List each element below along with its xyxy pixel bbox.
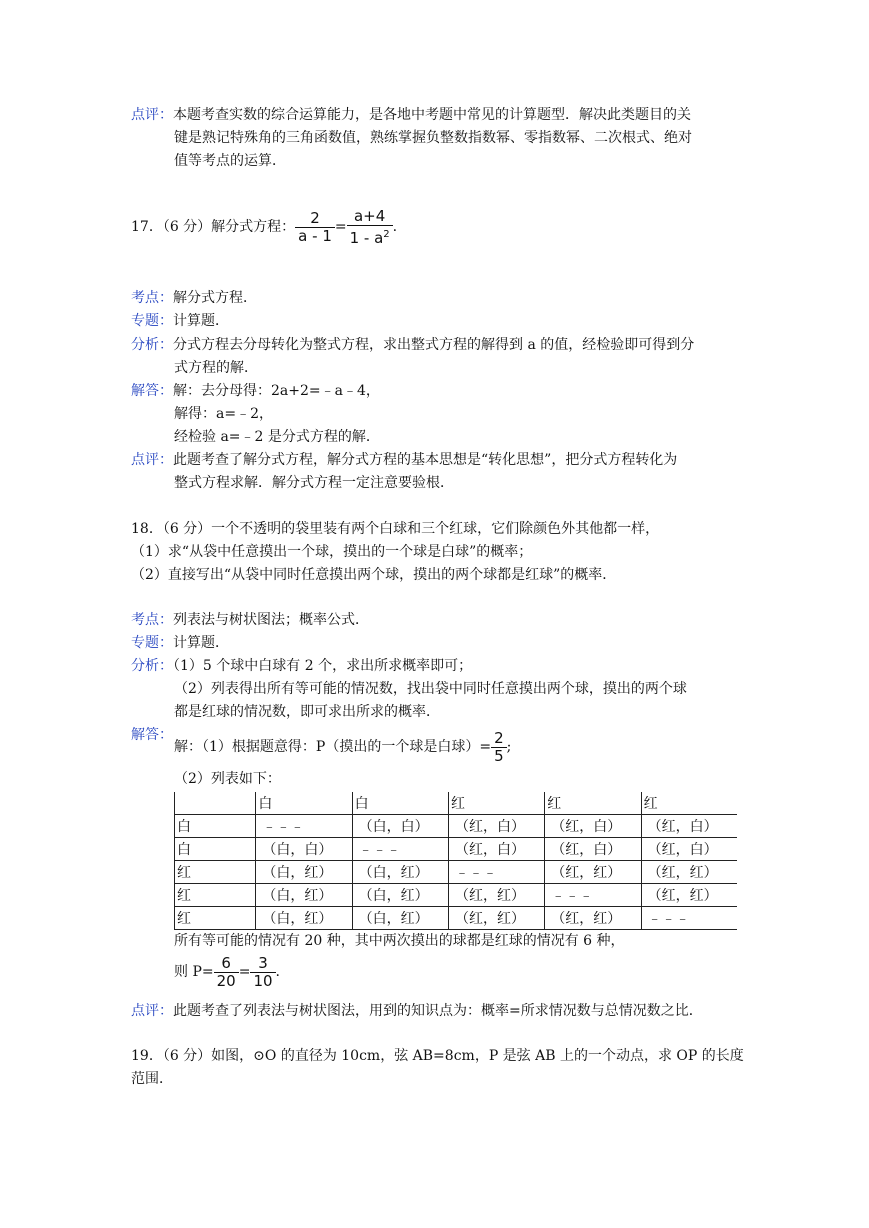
q18-jieda-line4: 则 P= $\frac{6}{20}$ = $\frac{3}{10}$ . bbox=[174, 953, 280, 990]
table-cell: （红，白） bbox=[641, 838, 737, 861]
table-cell: 红 bbox=[545, 792, 641, 815]
table-cell: 红 bbox=[175, 861, 256, 884]
table-cell: （红，红） bbox=[641, 884, 737, 907]
table-cell: 白 bbox=[175, 815, 256, 838]
q18-stem-line3: （2）直接写出“从袋中同时任意摸出两个球，摸出的两个球都是红球”的概率． bbox=[131, 567, 617, 583]
q17-fenxi-line2: 式方程的解． bbox=[174, 360, 258, 376]
q18-jieda-line2: （2）列表如下： bbox=[174, 771, 281, 787]
table-row bbox=[175, 884, 738, 907]
table-cell: （红，白） bbox=[448, 838, 544, 861]
table-cell: ﹣﹣﹣ bbox=[641, 907, 737, 930]
q18-jieda-line3: 所有等可能的情况有 20 种，其中两次摸出的球都是红球的情况有 6 种， bbox=[174, 933, 625, 949]
table-row bbox=[175, 861, 738, 884]
q17-dianping-line1: 点评：此题考查了解分式方程，解分式方程的基本思想是“转化思想”，把分式方程转化为 bbox=[131, 452, 678, 468]
table-cell: （白，红） bbox=[256, 861, 352, 884]
q18-stem-line2: （1）求“从袋中任意摸出一个球，摸出的一个球是白球”的概率； bbox=[131, 544, 533, 560]
q19-stem-line2: 范围． bbox=[131, 1071, 173, 1087]
table-cell: （红，红） bbox=[448, 884, 544, 907]
table-cell: 红 bbox=[641, 792, 737, 815]
table-cell: （红，白） bbox=[641, 815, 737, 838]
q17-stem: 17．（6 分）解分式方程： $\frac{2}{a - 1}$ = $\frac{a+4}{1 - a^2}$ . bbox=[131, 206, 398, 247]
q18-fenxi-line1: 分析：（1）5 个球中白球有 2 个，求出所求概率即可； bbox=[131, 658, 473, 674]
table-cell: （白，红） bbox=[256, 907, 352, 930]
q18-dianping: 点评：此题考查了列表法与树状图法，用到的知识点为：概率=所求情况数与总情况数之比． bbox=[131, 1003, 703, 1019]
table-cell: 红 bbox=[175, 907, 256, 930]
table-cell: （红，红） bbox=[545, 861, 641, 884]
table-cell: （红，白） bbox=[448, 815, 544, 838]
q18-kaodian: 考点：列表法与树状图法；概率公式． bbox=[131, 612, 369, 628]
q18-stem-line1: 18．（6 分）一个不透明的袋里装有两个白球和三个红球，它们除颜色外其他都一样， bbox=[131, 521, 660, 537]
q18-p2-fraction: $\frac{6}{20}$ bbox=[214, 955, 239, 990]
table-cell: ﹣﹣﹣ bbox=[545, 884, 641, 907]
table-cell: （红，红） bbox=[641, 861, 737, 884]
table-cell: 白 bbox=[352, 792, 448, 815]
q19-stem-line1: 19．（6 分）如图，⊙O 的直径为 10cm，弦 AB=8cm，P 是弦 AB 上的一个动点，求 OP 的长度 bbox=[131, 1048, 744, 1064]
q16-comment-label: 点评： bbox=[131, 107, 173, 123]
table-cell: （红，白） bbox=[545, 815, 641, 838]
table-row bbox=[175, 838, 738, 861]
q18-jieda-label: 解答： bbox=[131, 727, 173, 743]
table-cell: （红，白） bbox=[545, 838, 641, 861]
q18-fenxi-line2: （2）列表得出所有等可能的情况数，找出袋中同时任意摸出两个球，摸出的两个球 bbox=[174, 681, 687, 697]
table-cell: （白，红） bbox=[352, 861, 448, 884]
q17-kaodian: 考点：解分式方程． bbox=[131, 290, 257, 306]
table-header-row bbox=[175, 792, 738, 815]
q18-p1-fraction: $\frac{2}{5}$ bbox=[491, 730, 507, 765]
table-cell: ﹣﹣﹣ bbox=[352, 838, 448, 861]
table-cell: 红 bbox=[448, 792, 544, 815]
q17-jieda-line2: 解得：a=﹣2， bbox=[174, 406, 273, 422]
q17-dianping-line2: 整式方程求解．解分式方程一定注意要验根． bbox=[174, 475, 454, 491]
table-cell: ﹣﹣﹣ bbox=[256, 815, 352, 838]
table-cell: （白，红） bbox=[352, 907, 448, 930]
table-cell: （白，白） bbox=[352, 815, 448, 838]
table-cell: ﹣﹣﹣ bbox=[448, 861, 544, 884]
q18-fenxi-line3: 都是红球的情况数，即可求出所求的概率． bbox=[174, 704, 440, 720]
table-cell: 红 bbox=[175, 884, 256, 907]
table-row bbox=[175, 907, 738, 930]
q18-p3-fraction: $\frac{3}{10}$ bbox=[250, 955, 275, 990]
q16-comment-line3: 值等考点的运算． bbox=[174, 153, 286, 169]
q16-comment-line2: 键是熟记特殊角的三角函数值，熟练掌握负整数指数幂、零指数幂、二次根式、绝对 bbox=[174, 130, 692, 146]
q18-zhuanti: 专题：计算题． bbox=[131, 635, 229, 651]
table-cell: （白，红） bbox=[256, 884, 352, 907]
q17-fraction-left: $\frac{2}{a - 1}$ bbox=[295, 210, 335, 245]
table-cell: （白，红） bbox=[352, 884, 448, 907]
table-cell: （红，红） bbox=[448, 907, 544, 930]
table-cell: 白 bbox=[256, 792, 352, 815]
q17-jieda-line1: 解答：解：去分母得：2a+2=﹣a﹣4， bbox=[131, 383, 380, 399]
table-cell: （白，白） bbox=[256, 838, 352, 861]
q16-comment-line1: 点评：本题考查实数的综合运算能力，是各地中考题中常见的计算题型．解决此类题目的关 bbox=[131, 107, 691, 123]
table-cell bbox=[175, 792, 256, 815]
probability-table bbox=[174, 792, 737, 930]
q17-fenxi-line1: 分析：分式方程去分母转化为整式方程，求出整式方程的解得到 a 的值，经检验即可得到分 bbox=[131, 337, 695, 353]
q18-jieda-line1: 解：（1）根据题意得：P（摸出的一个球是白球）= $\frac{2}{5}$ ; bbox=[174, 728, 512, 765]
q17-fraction-right: $\frac{a+4}{1 - a^2}$ bbox=[347, 208, 393, 247]
table-cell: （红，红） bbox=[545, 907, 641, 930]
q17-zhuanti: 专题：计算题． bbox=[131, 313, 229, 329]
q17-jieda-line3: 经检验 a=﹣2 是分式方程的解． bbox=[174, 429, 380, 445]
table-cell: 白 bbox=[175, 838, 256, 861]
table-row bbox=[175, 815, 738, 838]
